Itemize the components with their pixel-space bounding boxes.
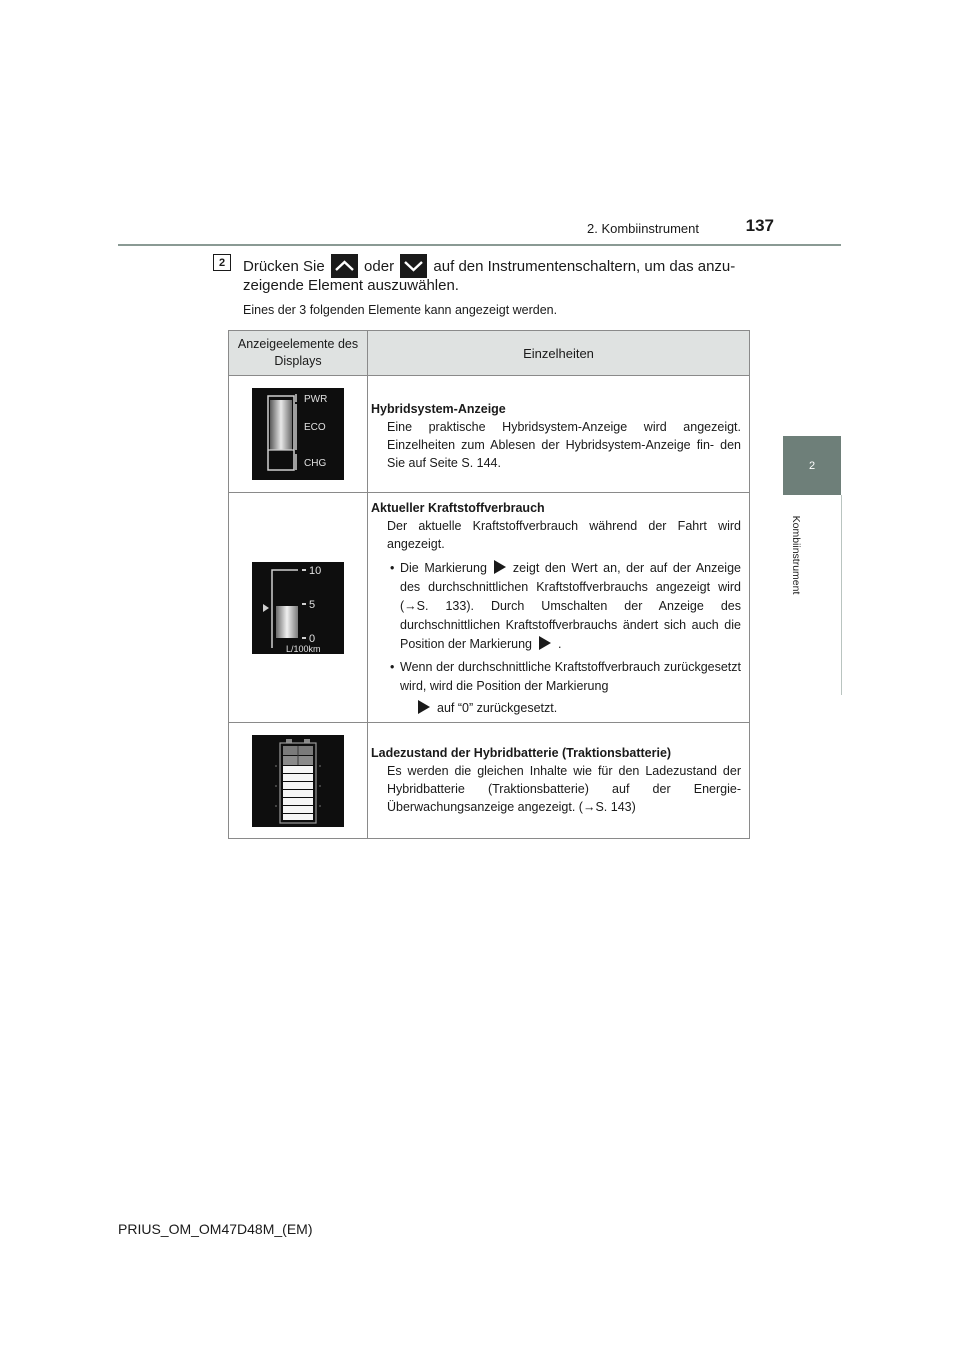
- bullet2-tail: [371, 699, 741, 717]
- bullet2-tail-text: auf “0” zurückgesetzt.: [437, 701, 558, 715]
- bullet1-end: .: [558, 637, 562, 651]
- unit-label: L/100km: [286, 643, 321, 654]
- battery-icon: [252, 735, 344, 827]
- page-number: 137: [745, 216, 774, 235]
- bullet1-text-after: zeigt den Wert an, der auf der Anzeige des durchschnittlichen Kraftstoffverbrauchs angezeigt wird (→S. 133). Durch Umschalten der Anzeige des durchschnittlichen Kraftstoffverbrauchs ändert sich auch die Position der Markierung: [400, 561, 741, 651]
- chevron-down-icon: [400, 254, 427, 278]
- eco-label: ECO: [304, 422, 326, 433]
- chapter-tab: [783, 436, 841, 495]
- document-code: PRIUS_OM_OM47D48M_(EM): [118, 1221, 313, 1237]
- header-col-display: Anzeigeelemente des Displays: [229, 331, 368, 375]
- marker-triangle-icon: [538, 635, 552, 651]
- marker-triangle-icon: [493, 559, 507, 575]
- intro-text: Eines der 3 folgenden Elemente kann angezeigt werden.: [243, 303, 558, 317]
- chapter-label-text: Kombiinstrument: [790, 515, 802, 595]
- step-instruction-line2: zeigende Element auszuwählen.: [243, 277, 459, 294]
- scale-label-5: 5: [309, 598, 316, 611]
- item-title: Aktueller Kraftstoffverbrauch: [371, 501, 545, 515]
- item-title: Hybridsystem-Anzeige: [371, 402, 506, 416]
- chapter-number: 2: [808, 459, 816, 472]
- step-text-before: Drücken Sie: [243, 258, 325, 275]
- chapter-label: [782, 505, 810, 605]
- side-divider: [841, 495, 842, 695]
- step-badge: 2: [213, 254, 231, 271]
- pwr-label: PWR: [304, 394, 328, 405]
- item-description: Eine praktische Hybridsystem-Anzeige wird angezeigt. Einzelheiten zum Ablesen der Hybridsystem-Anzeige fin- den Sie auf Seite S. 144.: [387, 420, 741, 470]
- fuel-consumption-indicator-image: [252, 562, 344, 654]
- bullet-item: [371, 559, 741, 654]
- header-col-details: Einzelheiten: [523, 345, 594, 361]
- table-row: [229, 376, 749, 493]
- bullet1-text-before: Die Markierung: [400, 561, 487, 575]
- bullet-dot: •: [390, 561, 395, 575]
- bullet-text: Wenn der durchschnittliche Kraftstoffverbrauch zurückgesetzt wird, wird die Position der Markierung: [400, 660, 741, 693]
- fuel-marker-icon: [263, 604, 269, 612]
- header-rule: [118, 244, 841, 246]
- table-header: [229, 331, 749, 376]
- chevron-up-icon: [331, 254, 358, 278]
- hybrid-system-indicator-image: [252, 388, 344, 480]
- table-row: [229, 493, 749, 723]
- bullet-item: [371, 658, 741, 696]
- item-description: Der aktuelle Kraftstoffverbrauch während der Fahrt wird angezeigt.: [387, 519, 741, 551]
- step-instruction: [243, 254, 749, 278]
- scale-label-0: 0: [309, 632, 316, 645]
- item-title: Ladezustand der Hybridbatterie (Traktionsbatterie): [371, 746, 672, 760]
- marker-triangle-icon: [417, 699, 431, 715]
- scale-label-10: 10: [309, 564, 322, 577]
- bullet-text: [400, 559, 741, 654]
- step-text-after: auf den Instrumentenschaltern, um das anzu-: [433, 258, 736, 275]
- table-row: [229, 723, 749, 838]
- chg-label: CHG: [304, 458, 327, 469]
- item-description: Es werden die gleichen Inhalte wie für den Ladezustand der Hybridbatterie (Traktionsbatterie) auf der Energie- Überwachungsanzeige angezeigt. (→S. 143): [387, 764, 741, 814]
- bullet-dot: •: [390, 660, 395, 674]
- section-title: 2. Kombiinstrument: [587, 221, 699, 236]
- step-text-between: oder: [364, 258, 395, 275]
- display-items-table: [228, 330, 750, 839]
